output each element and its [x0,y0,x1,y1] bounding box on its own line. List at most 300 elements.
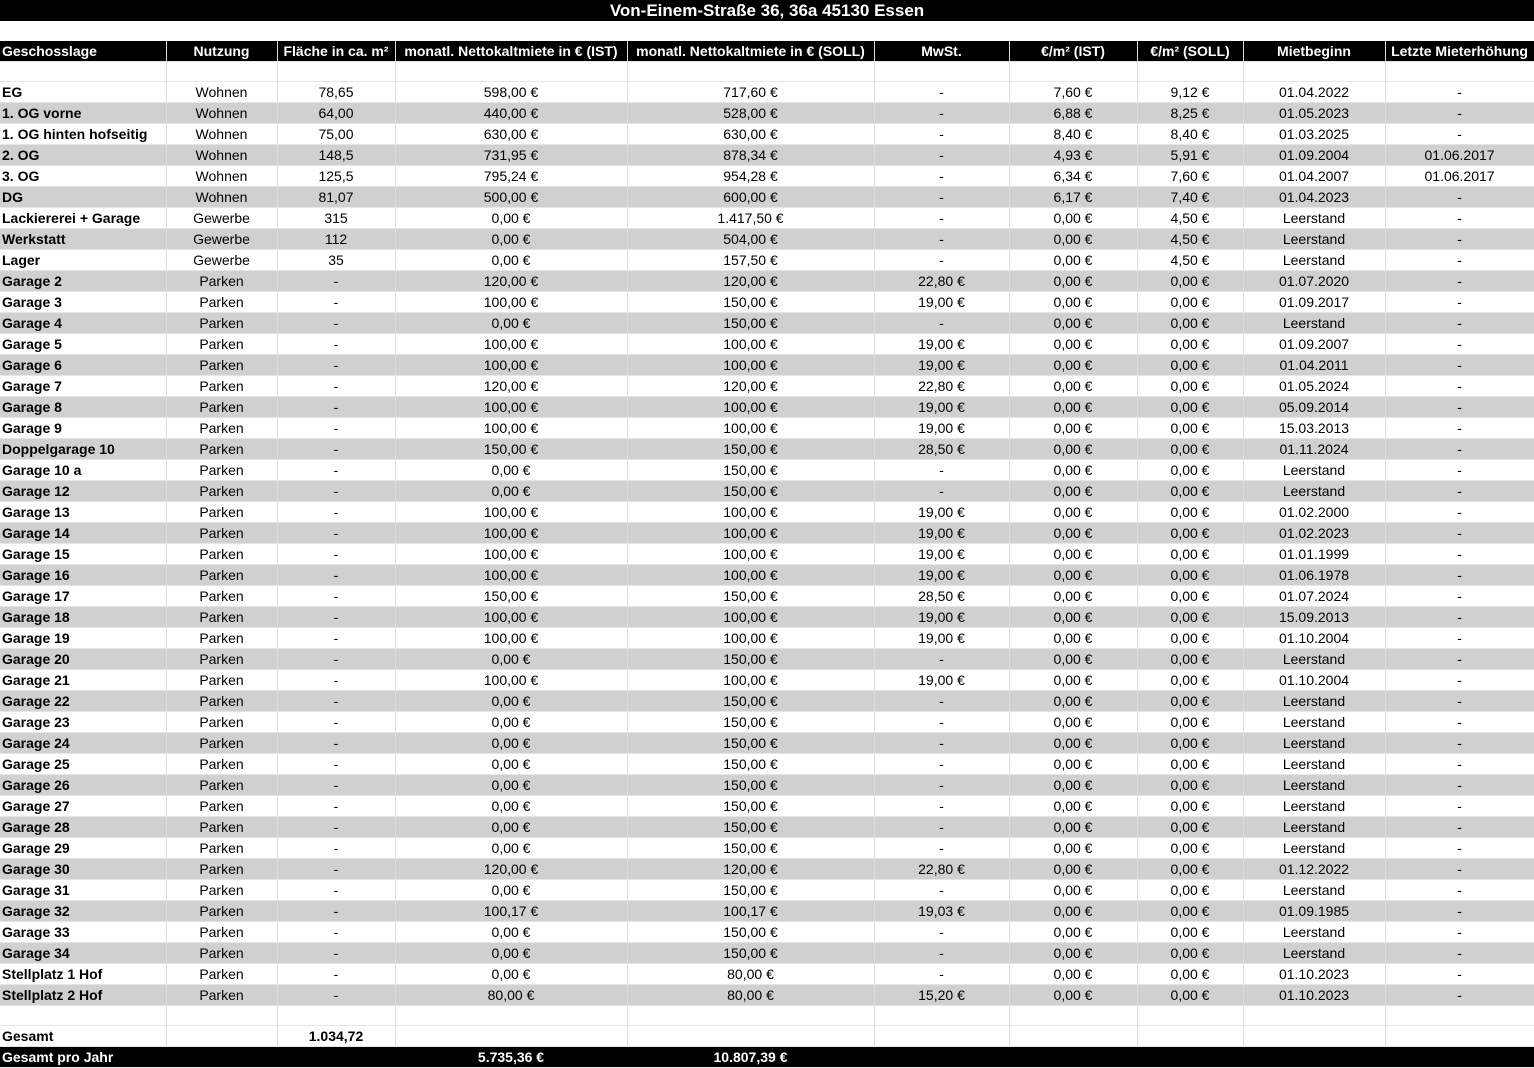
table-cell[interactable]: Garage 16 [0,565,166,586]
table-cell[interactable]: - [277,292,395,313]
table-cell[interactable]: Leerstand [1243,775,1385,796]
table-cell[interactable]: - [277,691,395,712]
table-cell[interactable]: 0,00 € [1009,439,1137,460]
table-cell[interactable]: Leerstand [1243,817,1385,838]
table-cell[interactable]: Garage 25 [0,754,166,775]
table-cell[interactable]: Garage 19 [0,628,166,649]
table-cell[interactable]: 01.02.2000 [1243,502,1385,523]
table-cell[interactable]: Garage 28 [0,817,166,838]
table-cell[interactable]: 0,00 € [1137,649,1243,670]
table-cell[interactable]: 0,00 € [395,817,627,838]
table-cell[interactable]: 01.10.2023 [1243,964,1385,985]
table-cell[interactable]: - [874,166,1009,187]
table-cell[interactable]: - [874,481,1009,502]
table-cell[interactable]: 0,00 € [395,838,627,859]
table-cell[interactable]: 0,00 € [1009,901,1137,922]
table-cell[interactable]: - [277,628,395,649]
table-cell[interactable]: - [277,544,395,565]
table-cell[interactable]: Garage 5 [0,334,166,355]
table-cell[interactable]: 6,34 € [1009,166,1137,187]
table-cell[interactable]: Stellplatz 1 Hof [0,964,166,985]
table-cell[interactable]: 0,00 € [1009,607,1137,628]
table-cell[interactable]: 0,00 € [1137,880,1243,901]
table-cell[interactable]: Parken [166,985,277,1006]
table-cell[interactable]: Parken [166,670,277,691]
table-cell[interactable]: 0,00 € [395,460,627,481]
table-cell[interactable]: Garage 29 [0,838,166,859]
table-cell[interactable]: - [874,691,1009,712]
table-cell[interactable]: Parken [166,418,277,439]
table-cell[interactable]: 0,00 € [1137,502,1243,523]
table-cell[interactable]: - [874,82,1009,103]
table-cell[interactable]: Leerstand [1243,922,1385,943]
table-cell[interactable]: - [1385,754,1534,775]
table-cell[interactable]: - [277,964,395,985]
table-cell[interactable]: 148,5 [277,145,395,166]
table-cell[interactable]: 0,00 € [1009,397,1137,418]
table-cell[interactable]: - [277,565,395,586]
table-cell[interactable]: 01.12.2022 [1243,859,1385,880]
table-cell[interactable]: 01.04.2007 [1243,166,1385,187]
table-cell[interactable]: 8,40 € [1009,124,1137,145]
table-cell[interactable]: 0,00 € [1137,901,1243,922]
table-cell[interactable]: 0,00 € [1137,565,1243,586]
table-cell[interactable]: Garage 31 [0,880,166,901]
table-cell[interactable]: - [277,922,395,943]
table-cell[interactable]: 0,00 € [395,922,627,943]
table-cell[interactable]: 0,00 € [1009,334,1137,355]
table-cell[interactable]: 100,00 € [395,292,627,313]
table-cell[interactable]: - [1385,523,1534,544]
table-cell[interactable]: Wohnen [166,82,277,103]
table-cell[interactable]: Parken [166,271,277,292]
table-cell[interactable]: - [1385,796,1534,817]
table-cell[interactable]: 0,00 € [1009,670,1137,691]
table-cell[interactable]: 731,95 € [395,145,627,166]
table-cell[interactable]: Gewerbe [166,208,277,229]
table-cell[interactable]: 0,00 € [1009,523,1137,544]
table-cell[interactable]: 315 [277,208,395,229]
table-cell[interactable]: 01.06.1978 [1243,565,1385,586]
table-cell[interactable]: - [874,712,1009,733]
table-cell[interactable]: Parken [166,838,277,859]
table-cell[interactable]: 0,00 € [1009,859,1137,880]
table-cell[interactable]: - [277,271,395,292]
table-cell[interactable]: 100,00 € [395,418,627,439]
table-cell[interactable]: - [277,817,395,838]
table-cell[interactable]: 0,00 € [1009,985,1137,1006]
table-cell[interactable]: 0,00 € [1009,775,1137,796]
table-cell[interactable]: 100,00 € [627,397,874,418]
table-cell[interactable]: Wohnen [166,145,277,166]
table-cell[interactable]: Leerstand [1243,880,1385,901]
table-cell[interactable]: 100,00 € [627,628,874,649]
table-cell[interactable]: - [1385,670,1534,691]
table-cell[interactable]: 4,50 € [1137,229,1243,250]
table-cell[interactable]: 19,00 € [874,502,1009,523]
table-cell[interactable]: Parken [166,859,277,880]
table-cell[interactable]: 100,00 € [627,565,874,586]
table-cell[interactable]: 01.05.2023 [1243,103,1385,124]
table-cell[interactable]: - [277,376,395,397]
table-cell[interactable]: Leerstand [1243,712,1385,733]
table-cell[interactable]: Garage 2 [0,271,166,292]
table-cell[interactable]: Garage 15 [0,544,166,565]
table-cell[interactable]: Parken [166,607,277,628]
table-cell[interactable]: Garage 24 [0,733,166,754]
table-cell[interactable]: - [1385,313,1534,334]
table-cell[interactable]: 150,00 € [627,460,874,481]
table-cell[interactable]: - [874,922,1009,943]
table-cell[interactable]: 0,00 € [1137,292,1243,313]
table-cell[interactable]: 528,00 € [627,103,874,124]
table-cell[interactable]: 01.10.2004 [1243,670,1385,691]
table-cell[interactable]: - [277,712,395,733]
table-cell[interactable]: 150,00 € [627,922,874,943]
table-cell[interactable]: Wohnen [166,124,277,145]
table-cell[interactable]: 22,80 € [874,859,1009,880]
table-cell[interactable]: 0,00 € [1137,838,1243,859]
table-cell[interactable]: - [277,334,395,355]
table-cell[interactable]: Parken [166,733,277,754]
table-cell[interactable]: Parken [166,691,277,712]
table-cell[interactable]: 28,50 € [874,439,1009,460]
table-cell[interactable]: Leerstand [1243,943,1385,964]
table-cell[interactable]: Garage 27 [0,796,166,817]
table-cell[interactable]: 01.01.1999 [1243,544,1385,565]
table-cell[interactable]: Garage 8 [0,397,166,418]
table-cell[interactable]: - [1385,250,1534,271]
table-cell[interactable]: Leerstand [1243,229,1385,250]
table-cell[interactable]: 150,00 € [627,481,874,502]
table-cell[interactable]: 01.07.2024 [1243,586,1385,607]
table-cell[interactable]: Lackiererei + Garage [0,208,166,229]
table-cell[interactable]: 0,00 € [395,208,627,229]
table-cell[interactable]: 81,07 [277,187,395,208]
table-cell[interactable]: 0,00 € [395,796,627,817]
table-cell[interactable]: Parken [166,817,277,838]
table-cell[interactable]: 0,00 € [395,733,627,754]
table-cell[interactable]: - [1385,628,1534,649]
table-cell[interactable]: 01.04.2022 [1243,82,1385,103]
table-cell[interactable]: 0,00 € [1009,292,1137,313]
table-cell[interactable]: Parken [166,754,277,775]
table-cell[interactable]: 120,00 € [627,376,874,397]
table-cell[interactable]: 0,00 € [1137,586,1243,607]
table-cell[interactable]: 0,00 € [1137,628,1243,649]
table-cell[interactable]: 0,00 € [1009,796,1137,817]
table-cell[interactable]: - [874,838,1009,859]
table-cell[interactable]: Leerstand [1243,460,1385,481]
table-cell[interactable]: - [874,649,1009,670]
table-cell[interactable]: Leerstand [1243,733,1385,754]
table-cell[interactable]: 100,00 € [627,544,874,565]
table-cell[interactable]: - [1385,586,1534,607]
table-cell[interactable]: - [1385,208,1534,229]
table-cell[interactable]: 795,24 € [395,166,627,187]
table-cell[interactable]: Garage 7 [0,376,166,397]
table-cell[interactable]: 35 [277,250,395,271]
table-cell[interactable]: - [1385,649,1534,670]
table-cell[interactable]: Leerstand [1243,481,1385,502]
table-cell[interactable]: 440,00 € [395,103,627,124]
table-cell[interactable]: Werkstatt [0,229,166,250]
table-cell[interactable]: Lager [0,250,166,271]
table-cell[interactable]: - [277,943,395,964]
table-cell[interactable]: Parken [166,334,277,355]
table-cell[interactable]: 0,00 € [1137,376,1243,397]
table-cell[interactable]: 01.09.2004 [1243,145,1385,166]
table-cell[interactable]: 954,28 € [627,166,874,187]
table-cell[interactable]: Parken [166,355,277,376]
table-cell[interactable]: 0,00 € [395,250,627,271]
table-cell[interactable]: 100,00 € [627,418,874,439]
yearly-total-label[interactable]: Gesamt pro Jahr [0,1047,166,1068]
table-cell[interactable]: 0,00 € [1009,691,1137,712]
table-cell[interactable]: 01.07.2020 [1243,271,1385,292]
col-header[interactable]: €/m² (IST) [1009,41,1137,62]
table-cell[interactable]: Parken [166,775,277,796]
table-cell[interactable]: Garage 17 [0,586,166,607]
table-cell[interactable]: 150,00 € [627,880,874,901]
table-cell[interactable]: - [874,775,1009,796]
table-cell[interactable]: 100,00 € [627,670,874,691]
table-cell[interactable]: 2. OG [0,145,166,166]
col-header[interactable]: monatl. Nettokaltmiete in € (SOLL) [627,41,874,62]
table-cell[interactable]: 0,00 € [1009,418,1137,439]
col-header[interactable]: €/m² (SOLL) [1137,41,1243,62]
table-cell[interactable]: - [1385,607,1534,628]
table-cell[interactable]: 0,00 € [1137,691,1243,712]
table-cell[interactable]: 125,5 [277,166,395,187]
col-header[interactable]: Fläche in ca. m² [277,41,395,62]
table-cell[interactable]: Parken [166,502,277,523]
table-cell[interactable]: Parken [166,712,277,733]
table-cell[interactable]: 0,00 € [1137,523,1243,544]
table-cell[interactable]: - [1385,838,1534,859]
table-cell[interactable]: 01.04.2011 [1243,355,1385,376]
table-cell[interactable]: - [1385,901,1534,922]
table-cell[interactable]: 0,00 € [395,229,627,250]
table-cell[interactable]: 01.06.2017 [1385,145,1534,166]
table-cell[interactable]: - [1385,943,1534,964]
table-cell[interactable]: Garage 23 [0,712,166,733]
table-cell[interactable]: 0,00 € [1009,943,1137,964]
table-cell[interactable]: DG [0,187,166,208]
table-cell[interactable]: 0,00 € [1137,481,1243,502]
table-cell[interactable]: 150,00 € [395,439,627,460]
table-cell[interactable]: - [874,124,1009,145]
table-cell[interactable]: 100,00 € [627,607,874,628]
table-cell[interactable]: 4,50 € [1137,208,1243,229]
table-cell[interactable]: 100,17 € [627,901,874,922]
table-cell[interactable]: - [1385,103,1534,124]
table-cell[interactable]: 0,00 € [395,481,627,502]
table-cell[interactable]: 0,00 € [1137,754,1243,775]
table-cell[interactable]: 0,00 € [1009,712,1137,733]
col-header[interactable]: MwSt. [874,41,1009,62]
table-cell[interactable]: 0,00 € [395,964,627,985]
table-cell[interactable]: 0,00 € [395,775,627,796]
table-cell[interactable]: 0,00 € [1009,544,1137,565]
table-cell[interactable]: Garage 26 [0,775,166,796]
table-cell[interactable]: 150,00 € [627,313,874,334]
table-cell[interactable]: 80,00 € [627,985,874,1006]
table-cell[interactable]: - [277,754,395,775]
table-cell[interactable]: 150,00 € [627,292,874,313]
table-cell[interactable]: 01.03.2025 [1243,124,1385,145]
table-cell[interactable]: 19,00 € [874,565,1009,586]
table-cell[interactable]: 01.04.2023 [1243,187,1385,208]
table-cell[interactable]: 0,00 € [1009,250,1137,271]
table-cell[interactable]: 150,00 € [627,649,874,670]
table-cell[interactable]: - [277,586,395,607]
table-cell[interactable]: 0,00 € [1137,271,1243,292]
table-cell[interactable]: 0,00 € [1137,460,1243,481]
table-cell[interactable]: 01.10.2004 [1243,628,1385,649]
table-cell[interactable]: 4,93 € [1009,145,1137,166]
table-cell[interactable]: 100,00 € [395,565,627,586]
table-cell[interactable]: 150,00 € [627,439,874,460]
table-cell[interactable]: Parken [166,439,277,460]
table-cell[interactable]: 598,00 € [395,82,627,103]
table-cell[interactable]: 0,00 € [1137,313,1243,334]
table-cell[interactable]: Leerstand [1243,796,1385,817]
table-cell[interactable]: 150,00 € [627,754,874,775]
table-cell[interactable]: Leerstand [1243,250,1385,271]
table-cell[interactable]: 150,00 € [627,691,874,712]
table-cell[interactable]: 9,12 € [1137,82,1243,103]
table-cell[interactable]: 150,00 € [395,586,627,607]
table-cell[interactable]: Parken [166,922,277,943]
table-cell[interactable]: 1. OG vorne [0,103,166,124]
table-cell[interactable]: 0,00 € [1009,817,1137,838]
table-cell[interactable]: 0,00 € [1009,460,1137,481]
table-cell[interactable]: 0,00 € [1137,943,1243,964]
table-cell[interactable]: 15,20 € [874,985,1009,1006]
table-cell[interactable]: - [874,103,1009,124]
table-cell[interactable]: - [1385,397,1534,418]
table-cell[interactable]: 0,00 € [1009,313,1137,334]
table-cell[interactable]: 0,00 € [1009,376,1137,397]
table-cell[interactable]: 100,00 € [395,502,627,523]
table-cell[interactable]: Garage 10 a [0,460,166,481]
table-cell[interactable]: Garage 22 [0,691,166,712]
table-cell[interactable]: 28,50 € [874,586,1009,607]
table-cell[interactable]: 19,00 € [874,544,1009,565]
table-cell[interactable]: 75,00 [277,124,395,145]
table-cell[interactable]: 600,00 € [627,187,874,208]
table-cell[interactable]: - [874,460,1009,481]
table-cell[interactable]: 15.03.2013 [1243,418,1385,439]
table-cell[interactable]: Garage 13 [0,502,166,523]
table-cell[interactable]: 0,00 € [395,313,627,334]
table-cell[interactable]: 0,00 € [1137,355,1243,376]
table-cell[interactable]: 19,00 € [874,334,1009,355]
table-cell[interactable]: 01.09.2007 [1243,334,1385,355]
table-cell[interactable]: 0,00 € [1137,985,1243,1006]
table-cell[interactable]: 0,00 € [395,649,627,670]
table-cell[interactable]: Parken [166,397,277,418]
table-cell[interactable]: - [1385,292,1534,313]
table-cell[interactable]: 15.09.2013 [1243,607,1385,628]
table-cell[interactable]: 01.11.2024 [1243,439,1385,460]
table-cell[interactable]: - [1385,502,1534,523]
table-cell[interactable]: - [1385,859,1534,880]
table-cell[interactable]: 150,00 € [627,712,874,733]
table-cell[interactable]: - [874,229,1009,250]
table-cell[interactable]: 100,00 € [395,355,627,376]
table-cell[interactable]: 0,00 € [395,712,627,733]
table-cell[interactable]: - [1385,460,1534,481]
table-cell[interactable]: 0,00 € [1009,649,1137,670]
table-cell[interactable]: 630,00 € [395,124,627,145]
table-cell[interactable]: 19,00 € [874,292,1009,313]
table-cell[interactable]: Parken [166,481,277,502]
col-header[interactable]: Geschosslage [0,41,166,62]
table-cell[interactable]: Parken [166,544,277,565]
table-cell[interactable]: Garage 6 [0,355,166,376]
table-cell[interactable]: Parken [166,523,277,544]
table-cell[interactable]: - [1385,922,1534,943]
table-cell[interactable]: - [277,460,395,481]
table-cell[interactable]: 0,00 € [1009,208,1137,229]
table-cell[interactable]: 4,50 € [1137,250,1243,271]
table-cell[interactable]: Parken [166,796,277,817]
yearly-total-soll[interactable]: 10.807,39 € [627,1047,874,1068]
table-cell[interactable]: Leerstand [1243,838,1385,859]
table-cell[interactable]: - [874,796,1009,817]
table-cell[interactable]: 64,00 [277,103,395,124]
table-cell[interactable]: - [1385,439,1534,460]
table-cell[interactable]: 0,00 € [1009,565,1137,586]
table-cell[interactable]: 120,00 € [395,271,627,292]
table-cell[interactable]: 01.06.2017 [1385,166,1534,187]
table-cell[interactable]: 6,88 € [1009,103,1137,124]
table-cell[interactable]: 150,00 € [627,775,874,796]
table-cell[interactable]: - [277,607,395,628]
table-cell[interactable]: Wohnen [166,103,277,124]
table-cell[interactable]: - [277,859,395,880]
table-cell[interactable]: Garage 18 [0,607,166,628]
table-cell[interactable]: - [874,145,1009,166]
table-cell[interactable]: 0,00 € [1009,880,1137,901]
table-cell[interactable]: - [277,775,395,796]
table-cell[interactable]: 0,00 € [1137,733,1243,754]
table-cell[interactable]: - [1385,880,1534,901]
table-cell[interactable]: - [1385,229,1534,250]
table-cell[interactable]: - [874,754,1009,775]
yearly-total-ist[interactable]: 5.735,36 € [395,1047,627,1068]
table-cell[interactable]: Leerstand [1243,208,1385,229]
table-cell[interactable]: 6,17 € [1009,187,1137,208]
table-cell[interactable]: Parken [166,565,277,586]
table-cell[interactable]: 100,00 € [395,670,627,691]
table-cell[interactable]: - [1385,691,1534,712]
table-cell[interactable]: 0,00 € [1009,733,1137,754]
table-cell[interactable]: 0,00 € [1137,817,1243,838]
table-cell[interactable]: 0,00 € [1009,271,1137,292]
table-cell[interactable]: - [277,838,395,859]
table-cell[interactable]: 01.10.2023 [1243,985,1385,1006]
table-cell[interactable]: - [1385,334,1534,355]
table-cell[interactable]: 0,00 € [395,691,627,712]
table-cell[interactable]: 100,00 € [395,334,627,355]
table-cell[interactable]: 0,00 € [1137,544,1243,565]
table-cell[interactable]: 630,00 € [627,124,874,145]
table-cell[interactable]: 19,00 € [874,397,1009,418]
table-cell[interactable]: 19,00 € [874,418,1009,439]
